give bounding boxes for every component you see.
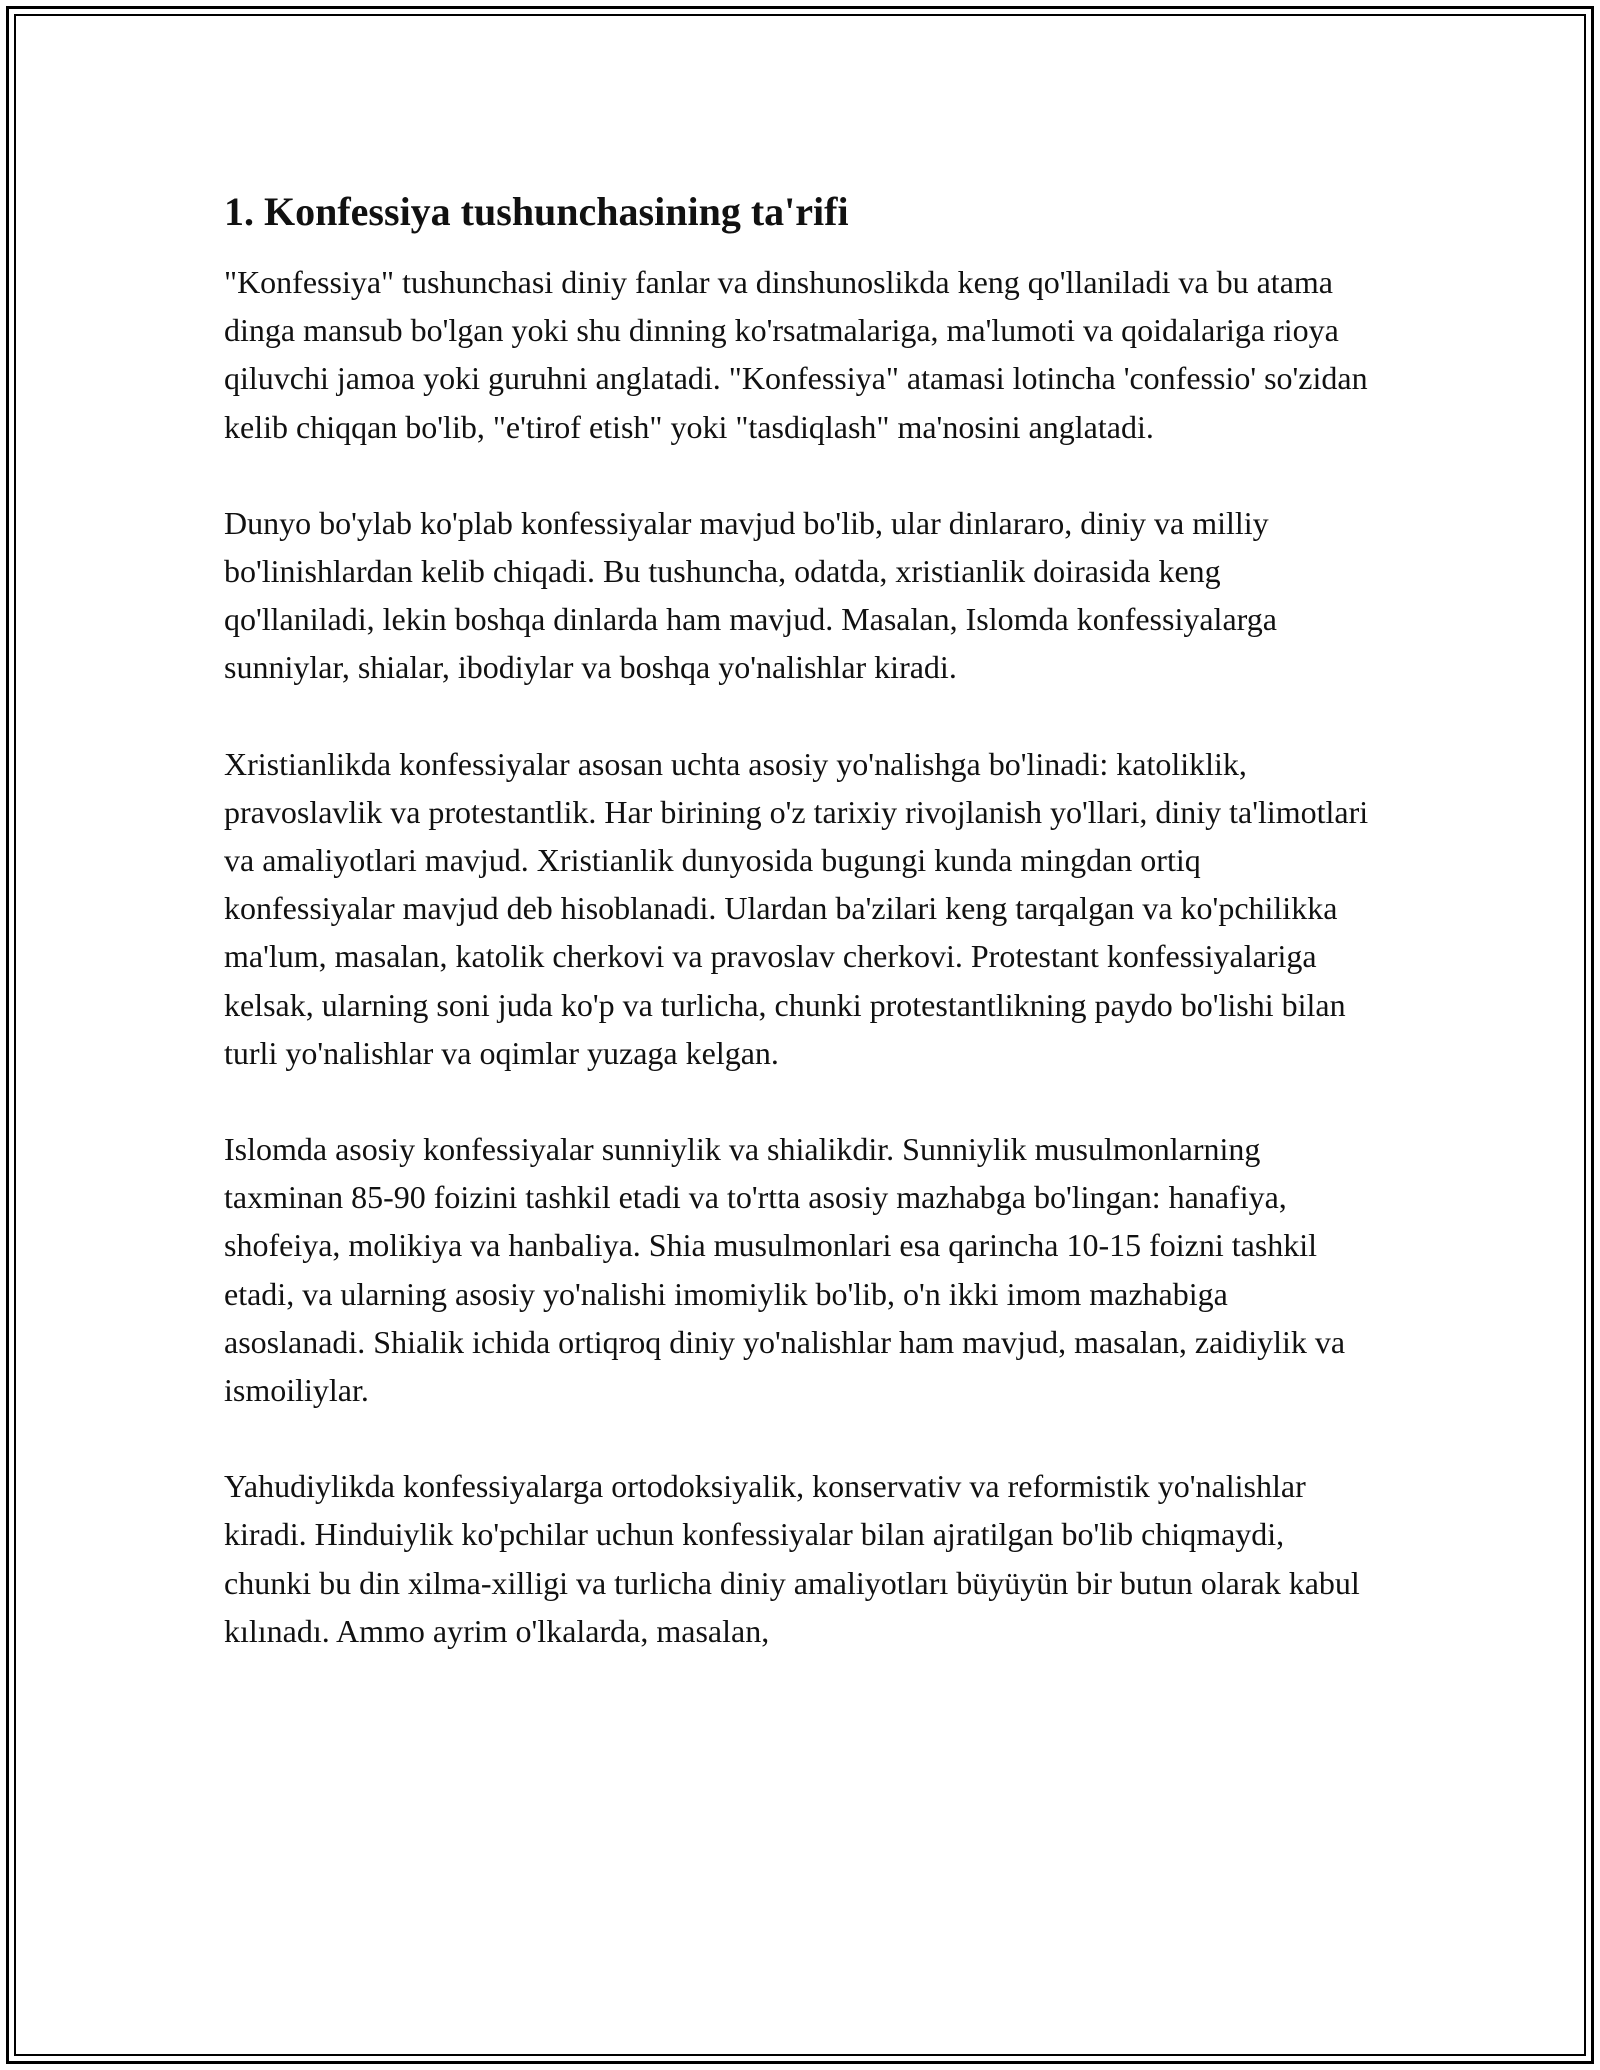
section-heading: 1. Konfessiya tushunchasining ta'rifi xyxy=(224,189,849,234)
paragraph-5: Yahudiylikda konfessiyalarga ortodoksiyalik, konservativ va reformistik yo'nalishlar kiradi. Hinduiylik ko'pchilar uchun konfessiyalar bilan ajratilgan bo'lib chiqmaydi, chunki bu din xilma-xilligi va turlicha diniy amaliyotları büyüyün bir butun olarak kabul kılınadı. Ammo ayrim o'lkalarda, masalan, xyxy=(224,1468,1360,1649)
paragraph-4: Islomda asosiy konfessiyalar sunniylik va shialikdir. Sunniylik musulmonlarning taxminan 85-90 foizini tashkil etadi va to'rtta asosiy mazhabga bo'lingan: hanafiya, shofeiya, molikiya va hanbaliya. Shia musulmonlari esa qarincha 10-15 foizni tashkil etadi, va ularning asosiy yo'nalishi imomiylik bo'lib, o'n ikki imom mazhabiga asoslanadi. Shialik ichida ortiqroq diniy yo'nalishlar ham mavjud, masalan, zaidiylik va ismoiliylar. xyxy=(224,1131,1346,1409)
paragraph-2: Dunyo bo'ylab ko'plab konfessiyalar mavjud bo'lib, ular dinlararo, diniy va milliy bo'linishlardan kelib chiqadi. Bu tushuncha, odatda, xristianlik doirasida keng qo'llaniladi, lekin boshqa dinlarda ham mavjud. Masalan, Islomda konfessiyalarga sunniylar, shialar, ibodiylar va boshqa yo'nalishlar kiradi. xyxy=(224,504,1277,686)
document-body xyxy=(224,188,1374,1703)
paragraph-3: Xristianlikda konfessiyalar asosan uchta asosiy yo'nalishga bo'linadi: katoliklik, pravoslavlik va protestantlik. Har birining o'z tarixiy rivojlanish yo'llari, diniy ta'limotlari va amaliyotlari mavjud. Xristianlik dunyosida bugungi kunda mingdan ortiq konfessiyalar mavjud deb hisoblanadi. Ulardan ba'zilari keng tarqalgan va ko'pchilikka ma'lum, masalan, katolik cherkovi va pravoslav cherkovi. Protestant konfessiyalariga kelsak, ularning soni juda ko'p va turlicha, chunki protestantlikning paydo bo'lishi bilan turli yo'nalishlar va oqimlar yuzaga kelgan. xyxy=(224,745,1369,1071)
paragraph-1: "Konfessiya" tushunchasi diniy fanlar va dinshunoslikda keng qo'llaniladi va bu atama dinga mansub bo'lgan yoki shu dinning ko'rsatmalariga, ma'lumoti va qoidalariga rioya qiluvchi jamoa yoki guruhni anglatadi. "Konfessiya" atamasi lotincha 'confessio' so'zidan kelib chiqqan bo'lib, "e'tirof etish" yoki "tasdiqlash" ma'nosini anglatadi. xyxy=(224,264,1368,445)
